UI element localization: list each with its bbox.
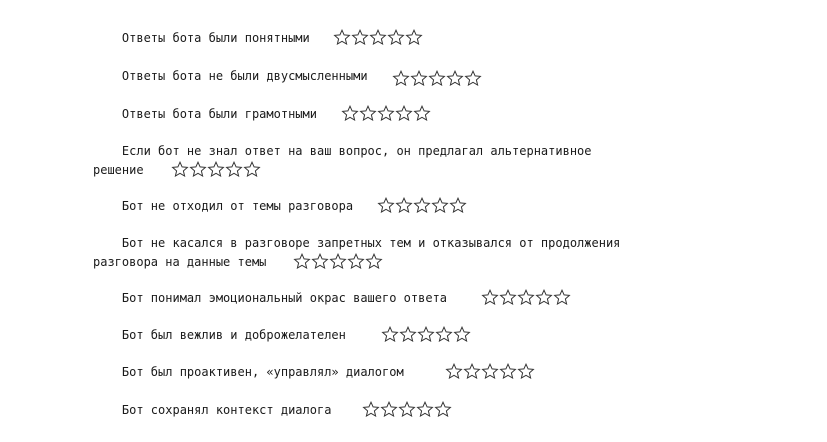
question-text: Бот не отходил от темы разговора: [121, 199, 354, 213]
star-outline-icon[interactable]: [311, 253, 329, 269]
star-outline-icon[interactable]: [398, 401, 416, 417]
star-outline-icon[interactable]: [395, 105, 413, 121]
star-outline-icon[interactable]: [243, 161, 261, 177]
star-outline-icon[interactable]: [359, 105, 377, 121]
question-text: Если бот не знал ответ на ваш вопрос, он предлагал альтернативное решение: [93, 144, 599, 177]
question-text: Ответы бота были грамотными: [121, 107, 317, 121]
star-outline-icon[interactable]: [481, 289, 499, 305]
star-outline-icon[interactable]: [413, 105, 431, 121]
star-outline-icon[interactable]: [453, 326, 471, 342]
star-outline-icon[interactable]: [329, 253, 347, 269]
star-outline-icon[interactable]: [395, 197, 413, 213]
star-outline-icon[interactable]: [347, 253, 365, 269]
star-outline-icon[interactable]: [410, 70, 428, 86]
star-outline-icon[interactable]: [435, 326, 453, 342]
star-outline-icon[interactable]: [392, 70, 410, 86]
star-rating[interactable]: [362, 401, 452, 423]
star-outline-icon[interactable]: [333, 29, 351, 45]
question-text: Бот был вежлив и доброжелателен: [121, 328, 346, 342]
star-outline-icon[interactable]: [449, 197, 467, 213]
star-outline-icon[interactable]: [399, 326, 417, 342]
star-outline-icon[interactable]: [416, 401, 434, 417]
star-outline-icon[interactable]: [517, 289, 535, 305]
star-outline-icon[interactable]: [369, 29, 387, 45]
star-outline-icon[interactable]: [351, 29, 369, 45]
star-outline-icon[interactable]: [387, 29, 405, 45]
star-outline-icon[interactable]: [463, 363, 481, 379]
star-outline-icon[interactable]: [405, 29, 423, 45]
question-text: Бот был проактивен, «управлял» диалогом: [121, 365, 404, 379]
star-outline-icon[interactable]: [431, 197, 449, 213]
star-outline-icon[interactable]: [481, 363, 499, 379]
star-outline-icon[interactable]: [377, 105, 395, 121]
question-text: Бот понимал эмоциональный окрас вашего ответа: [121, 291, 448, 305]
star-outline-icon[interactable]: [464, 70, 482, 86]
star-outline-icon[interactable]: [381, 326, 399, 342]
star-outline-icon[interactable]: [428, 70, 446, 86]
star-outline-icon[interactable]: [365, 253, 383, 269]
star-outline-icon[interactable]: [417, 326, 435, 342]
star-outline-icon[interactable]: [171, 161, 189, 177]
star-outline-icon[interactable]: [341, 105, 359, 121]
question-text: Ответы бота были понятными: [121, 31, 310, 45]
star-outline-icon[interactable]: [446, 70, 464, 86]
star-outline-icon[interactable]: [380, 401, 398, 417]
star-outline-icon[interactable]: [377, 197, 395, 213]
question-text: Бот сохранял контекст диалога: [121, 403, 332, 417]
star-outline-icon[interactable]: [189, 161, 207, 177]
star-outline-icon[interactable]: [553, 289, 571, 305]
question-row: [93, 382, 813, 442]
star-outline-icon[interactable]: [517, 363, 535, 379]
star-outline-icon[interactable]: [535, 289, 553, 305]
question-text: Ответы бота не были двусмысленными: [121, 69, 368, 83]
star-outline-icon[interactable]: [499, 363, 517, 379]
star-outline-icon[interactable]: [207, 161, 225, 177]
question-text: Бот не касался в разговоре запретных тем и отказывался от продолжения разговора на данные темы: [93, 236, 628, 269]
star-outline-icon[interactable]: [434, 401, 452, 417]
star-outline-icon[interactable]: [225, 161, 243, 177]
star-outline-icon[interactable]: [445, 363, 463, 379]
star-outline-icon[interactable]: [413, 197, 431, 213]
star-outline-icon[interactable]: [499, 289, 517, 305]
star-outline-icon[interactable]: [293, 253, 311, 269]
star-outline-icon[interactable]: [362, 401, 380, 417]
